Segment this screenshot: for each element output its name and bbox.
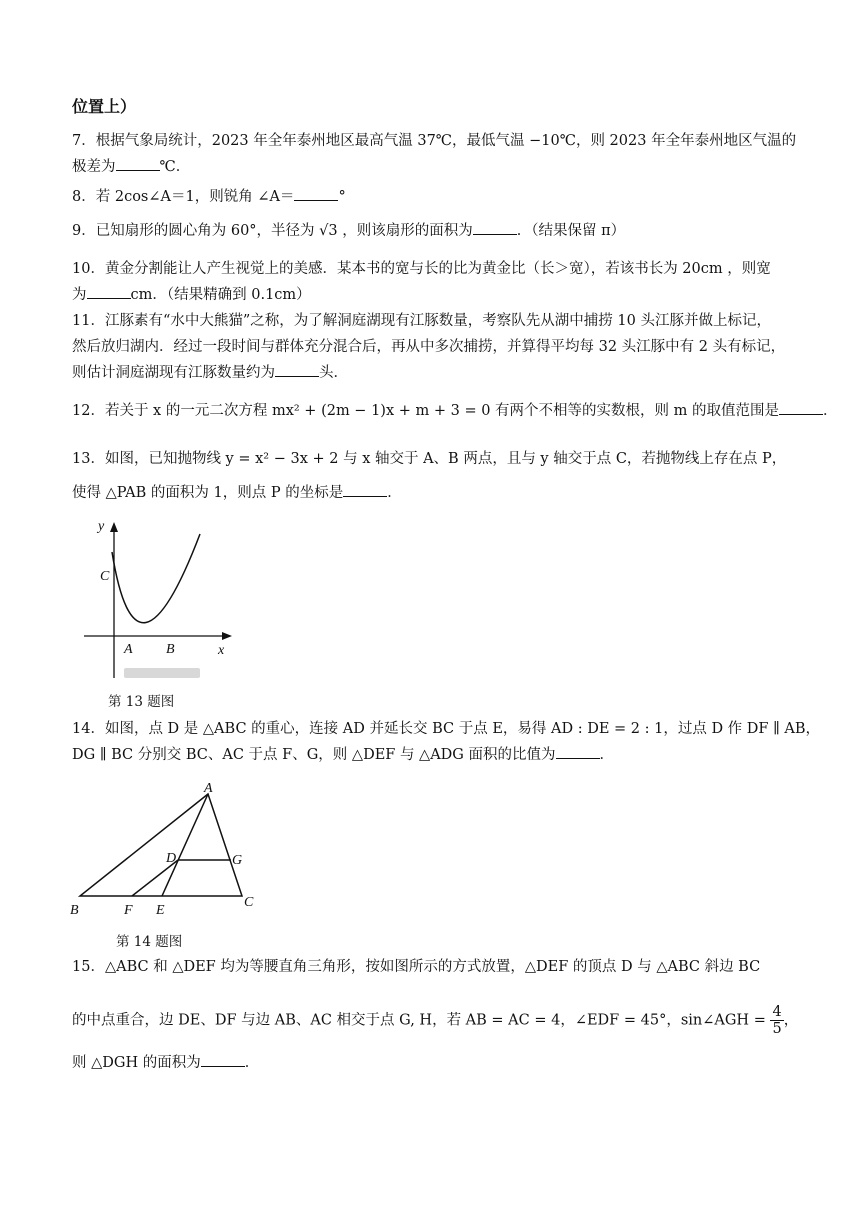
question-number: 7．	[72, 133, 96, 149]
question-text: 根据气象局统计，2023 年全年泰州地区最高气温 37℃，最低气温 −10℃，则 2023 年全年泰州地区气温的	[95, 133, 797, 149]
question-11-line2	[72, 336, 792, 358]
question-text: ℃．	[159, 159, 191, 175]
question-10-line2	[72, 284, 792, 306]
question-14	[72, 718, 821, 740]
question-7	[72, 130, 797, 152]
question-number: 13．	[72, 451, 105, 467]
question-text: 江豚素有“水中大熊猫”之称，为了解洞庭湖现有江豚数量，考察队先从湖中捕捞 10 头江豚并做上标记，	[104, 313, 771, 329]
figure-14-triangle	[66, 780, 276, 920]
fraction-4-5	[770, 1004, 783, 1037]
label-y: y	[98, 519, 105, 534]
question-number: 8．	[72, 189, 96, 205]
question-13-line2	[72, 482, 792, 504]
fraction-denominator: 5	[772, 1021, 782, 1037]
question-text: DG ∥ BC 分别交 BC、AC 于点 F、G，则 △DEF 与 △ADG 面积的比值为	[72, 747, 556, 763]
label-B: B	[166, 642, 175, 657]
question-text: ．	[244, 1055, 260, 1071]
question-text: 则估计洞庭湖现有江豚数量约为	[72, 365, 275, 381]
answer-blank[interactable]	[87, 284, 131, 299]
question-number: 10．	[72, 261, 105, 277]
figure-13-caption: 第 13 题图	[108, 694, 175, 710]
question-text: 为	[72, 287, 87, 303]
question-11-line3	[72, 362, 792, 384]
label-F: F	[124, 903, 133, 918]
answer-blank[interactable]	[343, 482, 387, 497]
question-text: cm．（结果精确到 0.1cm）	[130, 287, 311, 303]
question-text: 若 2cos∠A＝1，则锐角 ∠A＝	[95, 189, 295, 205]
question-text: ．	[387, 485, 402, 501]
label-D: D	[166, 851, 177, 866]
question-text: ，	[783, 1012, 799, 1029]
x-axis-arrow-icon	[222, 632, 232, 640]
question-text: △ABC 和 △DEF 均为等腰直角三角形，按如图所示的方式放置，△DEF 的顶点 D 与 △ABC 斜边 BC	[104, 959, 761, 975]
question-text: 如图，点 D 是 △ABC 的重心，连接 AD 并延长交 BC 于点 E，易得 AD : DE = 2 : 1，过点 D 作 DF ∥ AB，	[104, 721, 821, 737]
question-text: 使得 △PAB 的面积为 1，则点 P 的坐标是	[72, 485, 344, 501]
question-text: 则 △DGH 的面积为	[72, 1055, 201, 1071]
question-number: 14．	[72, 721, 105, 737]
label-A: A	[124, 642, 133, 657]
segment-AE	[162, 794, 208, 896]
label-A: A	[204, 781, 213, 796]
question-text: ．	[823, 403, 838, 419]
answer-blank[interactable]	[275, 362, 319, 377]
question-14-line2	[72, 744, 792, 766]
question-number: 9．	[72, 223, 96, 239]
figure-14-caption: 第 14 题图	[116, 934, 183, 950]
question-7-line2	[72, 156, 792, 178]
label-C: C	[100, 569, 110, 584]
question-15	[72, 956, 792, 978]
y-axis-arrow-icon	[110, 522, 118, 532]
question-text: 极差为	[72, 159, 116, 175]
question-10	[72, 258, 792, 280]
label-G: G	[232, 853, 243, 868]
question-12	[72, 400, 838, 422]
label-B: B	[70, 903, 79, 918]
label-C: C	[244, 895, 254, 910]
question-13	[72, 448, 792, 470]
watermark-blur	[124, 668, 200, 678]
question-text: 若关于 x 的一元二次方程 mx² + (2m − 1)x + m + 3 = 0 有两个不相等的实数根，则 m 的取值范围是	[104, 403, 780, 419]
question-9	[72, 220, 792, 242]
triangle-ABC	[80, 794, 242, 896]
figure-13-parabola	[76, 512, 246, 684]
question-number: 15．	[72, 959, 105, 975]
question-number: 12．	[72, 403, 105, 419]
question-15-line2	[72, 1004, 799, 1037]
question-text: 黄金分割能让人产生视觉上的美感．某本书的宽与长的比为黄金比（长＞宽），若该书长为 20cm ，则宽	[104, 261, 771, 277]
question-15-line3	[72, 1052, 792, 1074]
label-E: E	[156, 903, 165, 918]
answer-blank[interactable]	[779, 400, 823, 415]
question-text: 已知扇形的圆心角为 60°，半径为 √3 ，则该扇形的面积为	[95, 223, 473, 239]
answer-blank[interactable]	[294, 186, 338, 201]
parabola-curve	[112, 534, 200, 623]
question-text: ．	[599, 747, 614, 763]
question-text: 头．	[319, 365, 348, 381]
section-header: 位置上）	[72, 97, 137, 116]
fraction-numerator: 4	[772, 1004, 782, 1020]
answer-blank[interactable]	[201, 1052, 245, 1067]
question-number: 11．	[72, 313, 105, 329]
question-text: 如图，已知抛物线 y = x² − 3x + 2 与 x 轴交于 A、B 两点，且与 y 轴交于点 C，若抛物线上存在点 P，	[104, 451, 787, 467]
answer-blank[interactable]	[116, 156, 160, 171]
question-text: 的中点重合，边 DE、DF 与边 AB、AC 相交于点 G, H，若 AB = AC = 4，∠EDF = 45°，sin∠AGH =	[72, 1012, 766, 1029]
answer-blank[interactable]	[556, 744, 600, 759]
label-x: x	[218, 643, 225, 658]
question-8	[72, 186, 792, 208]
question-11	[72, 310, 792, 332]
answer-blank[interactable]	[473, 220, 517, 235]
question-text: ．（结果保留 π）	[516, 223, 626, 239]
question-text: °	[338, 189, 346, 205]
question-text: 然后放归湖内．经过一段时间与群体充分混合后，再从中多次捕捞，并算得平均每 32 头江豚中有 2 头有标记，	[72, 339, 786, 355]
